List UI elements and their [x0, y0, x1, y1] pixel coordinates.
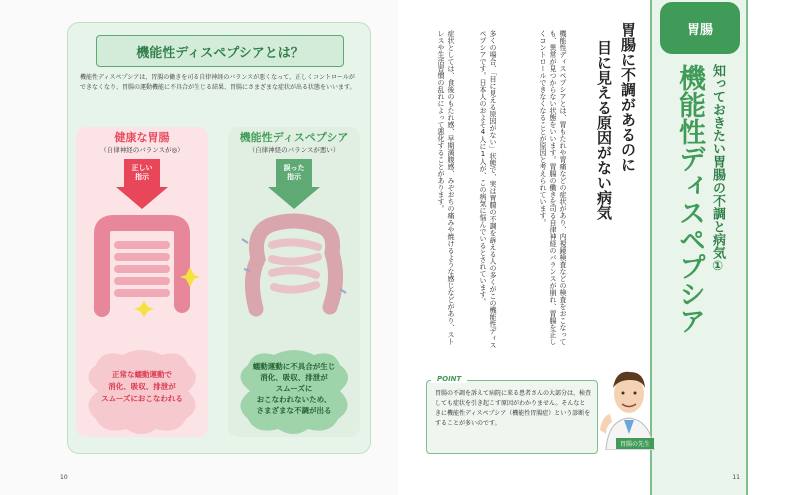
healthy-intestine-illustration — [84, 209, 200, 319]
healthy-arrow-label: 正しい 指示 — [131, 164, 153, 181]
category-badge — [660, 2, 740, 54]
healthy-title: 健康な胃腸 — [114, 131, 170, 144]
healthy-column — [76, 127, 208, 437]
category-label: 胃腸 — [686, 22, 713, 38]
fd-subtitle: （自律神経のバランスが悪い） — [248, 146, 340, 154]
section-title: 機能性ディスペプシアとは？ — [136, 45, 304, 61]
body-text-col2: 多くの場合、「目に見える原因がない」状態で、実は胃腸の不調を訴える人の多くがこの機能性ディスペプシアです。日本人のおよそ4人に1人が、この病気に悩んでいるとされています。 — [479, 30, 497, 349]
fd-arrow-label: 誤った 指示 — [283, 164, 305, 181]
body-text-col1: 機能性ディスペプシアとは、胃もたれや胃痛などの症状があり、内視鏡検査などの検査をおこなっても、異常が見つからない状態をいいます。胃腸の働きを司る自律神経のバランスが崩れ、胃腸を正しくコントロールできなくなることが原因と考えられています。 — [539, 30, 567, 345]
fd-intestine-illustration — [236, 209, 352, 319]
fd-column — [228, 127, 360, 437]
section-title-box — [96, 35, 344, 67]
intro-text: 機能性ディスペプシアは、胃腸の働きを司る自律神経のバランスが悪くなって、正しくコントロールができなくなり、胃腸の運動機能に不具合が生じる結果、胃腸にさまざまな症状が出る状態をいいます。 — [80, 74, 356, 91]
point-text: 胃腸の不調を訴えて病院に来る患者さんの大部分は、検査しても症状を引き起こす原因がわかりません。そんなときに機能性ディスペプシア（機能性胃腸症）という診断をすることが多いのです。 — [435, 390, 592, 427]
point-label: POINT — [431, 375, 467, 383]
doctor-name: 胃腸の先生 — [616, 438, 654, 449]
healthy-result-text: 正常な蠕動運動で 消化、吸収、排泄が スムーズにおこなわれる — [101, 370, 183, 403]
doctor-illustration — [598, 360, 660, 450]
healthy-subtitle: （自律神経のバランスが◎） — [100, 146, 184, 154]
left-page — [0, 0, 398, 495]
point-box — [426, 375, 598, 454]
right-page — [402, 0, 800, 495]
heading-line-1: 胃腸に不調があるのに — [619, 22, 637, 172]
heading-line-2: 目に見える原因がない病気 — [595, 40, 613, 220]
fd-result-text: 蠕動運動に不具合が生じ 消化、吸収、排泄が スムーズに おこなわれないため、 さまざまな不調が出る — [252, 362, 336, 415]
page-number-left: 10 — [60, 474, 68, 481]
series-title: 知っておきたい胃腸の不調と病気① — [710, 64, 725, 274]
big-title: 機能性ディスペプシア — [674, 64, 705, 334]
fd-title: 機能性ディスペプシア — [239, 131, 349, 144]
explanation-panel — [67, 22, 371, 454]
page-number-right: 11 — [732, 474, 740, 481]
body-text-col3: 症状としては、食後のもたれ感、早期満腹感、みぞおちの痛みや焼けるような感じなどがあり、ストレスや生活習慣の乱れによって悪化することがあります。 — [437, 30, 455, 345]
